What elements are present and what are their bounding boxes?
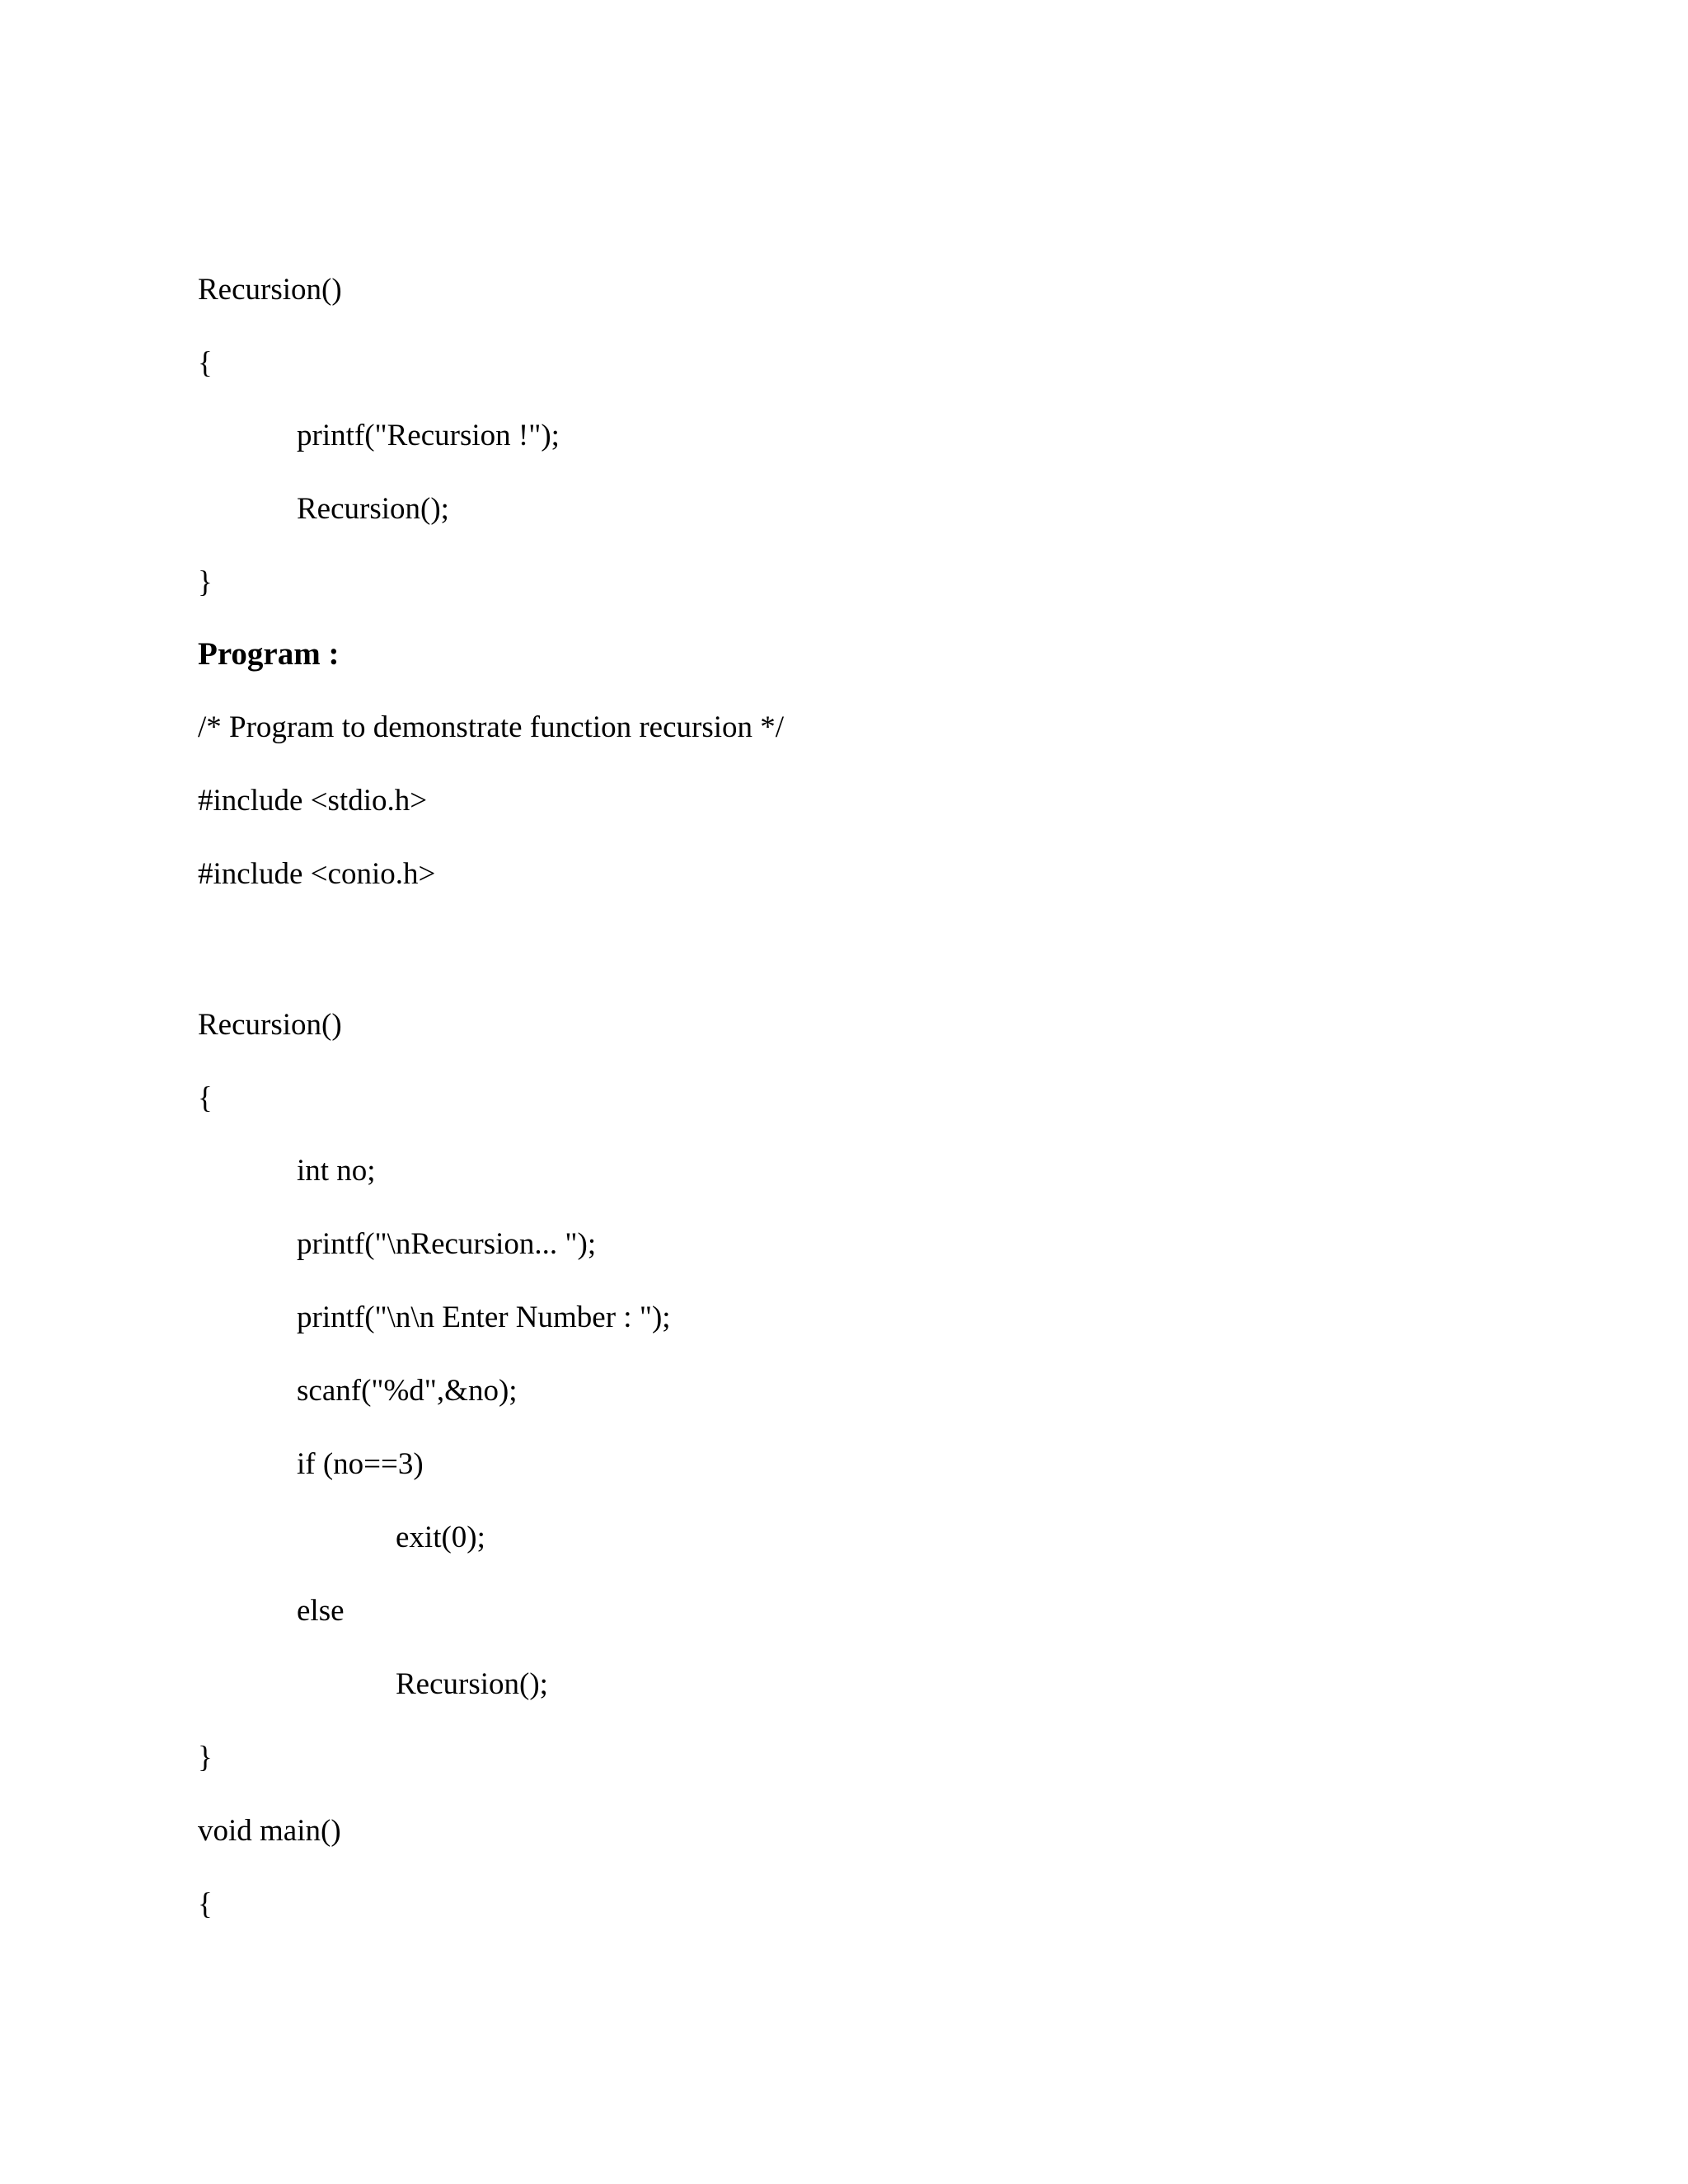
code-line-include-conio: #include <conio.h> xyxy=(198,857,436,891)
code-line-fn-close: } xyxy=(198,1741,213,1774)
program-heading: Program : xyxy=(198,636,340,672)
code-line-close-brace: } xyxy=(198,565,213,599)
code-line-exit: exit(0); xyxy=(396,1521,485,1554)
code-line-comment: /* Program to demonstrate function recursion */ xyxy=(198,710,785,744)
code-line-printf2: printf("\n\n Enter Number : "); xyxy=(297,1301,671,1334)
code-line-recursion-call: Recursion(); xyxy=(297,492,449,526)
code-line-else: else xyxy=(297,1594,345,1628)
code-line-scanf: scanf("%d",&no); xyxy=(297,1374,518,1408)
code-line-printf: printf("Recursion !"); xyxy=(297,419,560,452)
code-line-main-open: { xyxy=(198,1887,213,1921)
code-line-include-stdio: #include <stdio.h> xyxy=(198,784,428,818)
code-line-main-header: void main() xyxy=(198,1814,341,1848)
code-line-recursion-header: Recursion() xyxy=(198,273,342,307)
code-line-decl: int no; xyxy=(297,1154,376,1188)
code-line-open-brace: { xyxy=(198,346,213,380)
code-line-printf1: printf("\nRecursion... "); xyxy=(297,1227,597,1261)
code-line-fn-open: { xyxy=(198,1081,213,1115)
code-line-if: if (no==3) xyxy=(297,1447,424,1481)
code-line-recurse: Recursion(); xyxy=(396,1667,548,1701)
code-line-fn-header: Recursion() xyxy=(198,1008,342,1042)
